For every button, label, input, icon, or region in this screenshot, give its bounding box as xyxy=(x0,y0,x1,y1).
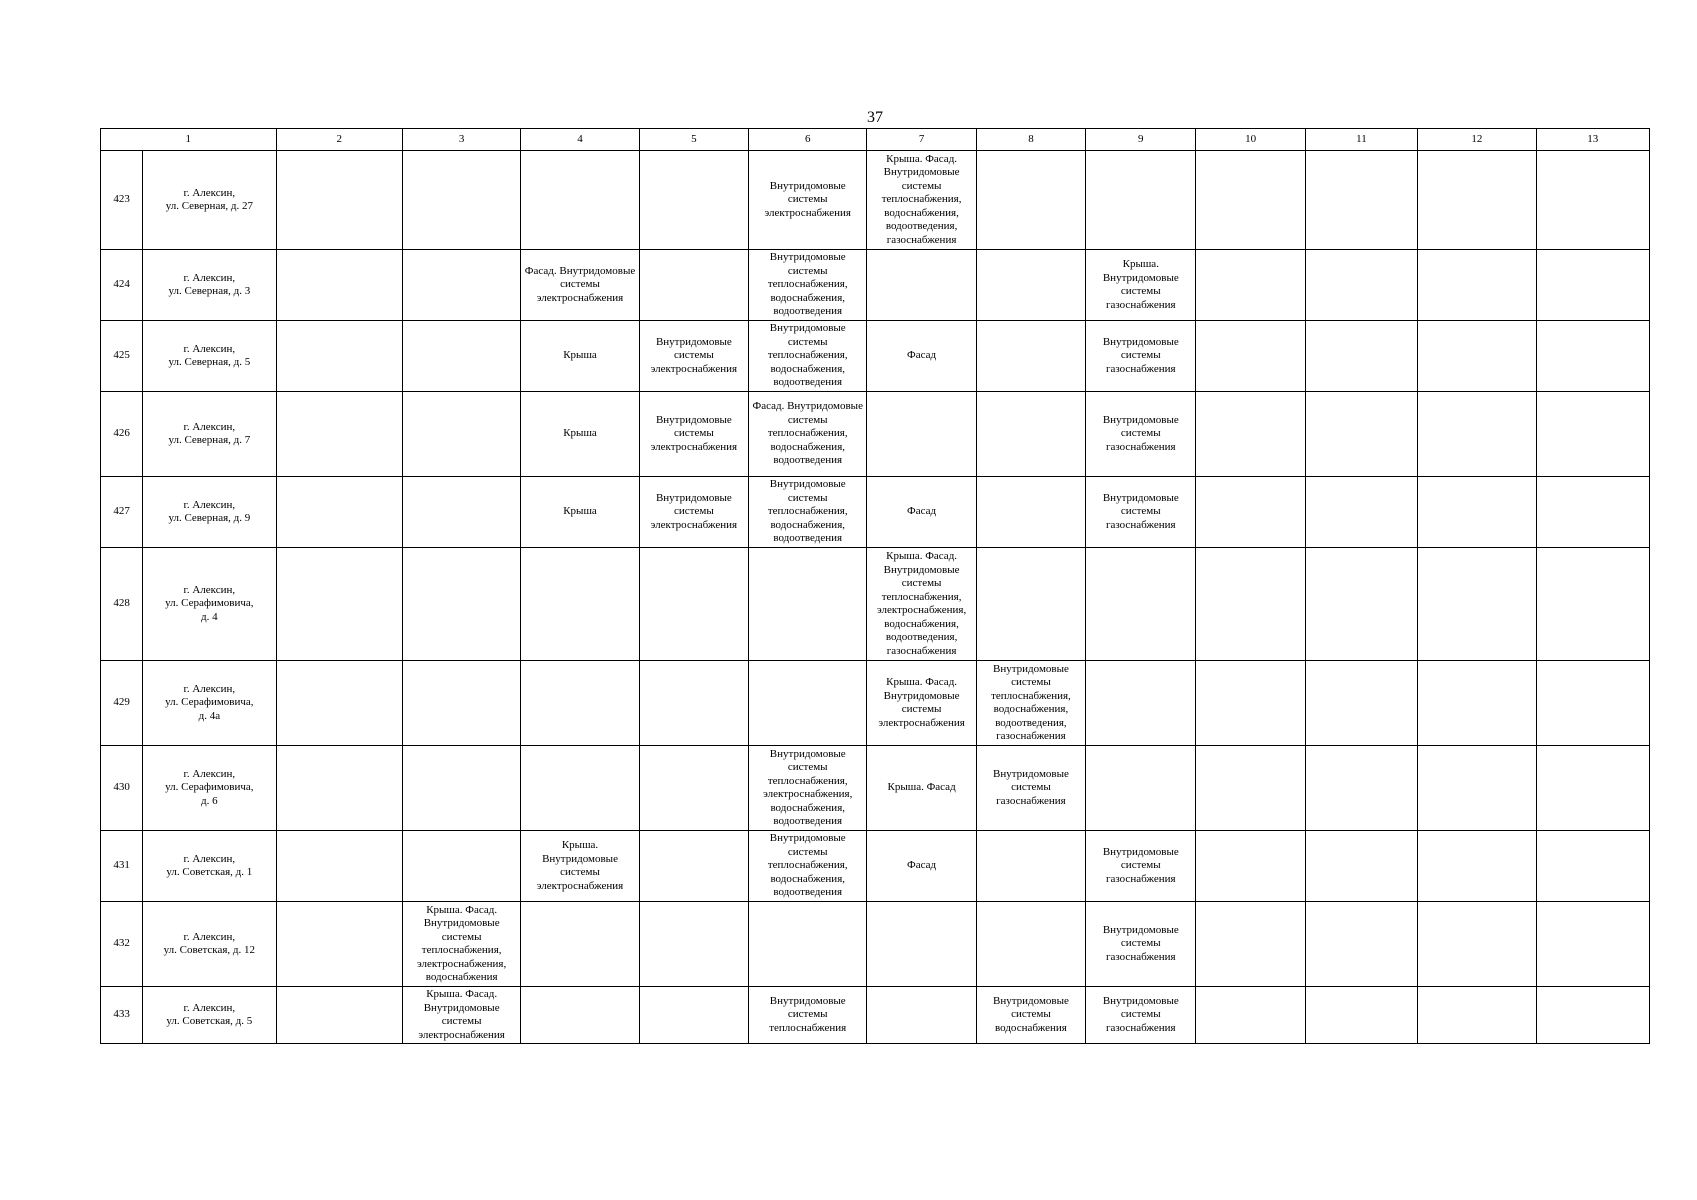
cell-col-11 xyxy=(1305,746,1417,831)
cell-col-9: Внутридомовые системы газоснабжения xyxy=(1086,477,1196,548)
cell-col-10 xyxy=(1196,321,1305,392)
cell-col-2 xyxy=(276,151,402,250)
cell-col-10 xyxy=(1196,548,1305,661)
cell-col-8 xyxy=(976,392,1085,477)
cell-col-12 xyxy=(1418,902,1536,987)
cell-col-2 xyxy=(276,548,402,661)
cell-col-7: Крыша. Фасад. Внутридомовые системы теплоснабжения, водоснабжения, водоотведения, газоснабжения xyxy=(867,151,976,250)
cell-col-12 xyxy=(1418,548,1536,661)
col-header-8: 8 xyxy=(976,129,1085,151)
address-line: г. Алексин, xyxy=(183,767,236,780)
address-line: г. Алексин, xyxy=(183,271,236,284)
cell-col-9: Внутридомовые системы газоснабжения xyxy=(1086,902,1196,987)
cell-col-11 xyxy=(1305,831,1417,902)
col-header-7: 7 xyxy=(867,129,976,151)
address-line: ул. Северная, д. 7 xyxy=(168,434,251,446)
cell-col-11 xyxy=(1305,321,1417,392)
page-number: 37 xyxy=(867,109,883,126)
address-cell xyxy=(143,321,276,392)
col-header-12: 12 xyxy=(1418,129,1536,151)
address-line: ул. Советская, д. 12 xyxy=(163,944,256,956)
cell-col-7: Крыша. Фасад xyxy=(867,746,976,831)
cell-col-9: Крыша. Внутридомовые системы газоснабжения xyxy=(1086,250,1196,321)
cell-col-5 xyxy=(639,831,748,902)
cell-col-13 xyxy=(1536,392,1649,477)
address-line: ул. Северная, д. 3 xyxy=(168,285,251,297)
col-header-3: 3 xyxy=(402,129,520,151)
cell-col-12 xyxy=(1418,831,1536,902)
cell-col-7: Фасад xyxy=(867,477,976,548)
cell-col-3 xyxy=(402,831,520,902)
address-cell xyxy=(143,477,276,548)
cell-col-9: Внутридомовые системы газоснабжения xyxy=(1086,987,1196,1044)
cell-col-10 xyxy=(1196,661,1305,746)
table-row xyxy=(101,831,1650,902)
row-number: 425 xyxy=(101,321,143,392)
cell-col-9: Внутридомовые системы газоснабжения xyxy=(1086,831,1196,902)
address-line: г. Алексин, xyxy=(183,186,236,199)
cell-col-8: Внутридомовые системы теплоснабжения, водоснабжения, водоотведения, газоснабжения xyxy=(976,661,1085,746)
cell-col-12 xyxy=(1418,746,1536,831)
col-header-13: 13 xyxy=(1536,129,1649,151)
cell-col-10 xyxy=(1196,831,1305,902)
cell-col-13 xyxy=(1536,477,1649,548)
address-line: ул. Серафимовича, xyxy=(165,781,254,794)
cell-col-2 xyxy=(276,477,402,548)
table-row xyxy=(101,250,1650,321)
cell-col-4 xyxy=(521,987,639,1044)
column-number-row xyxy=(101,129,1650,151)
cell-col-8 xyxy=(976,548,1085,661)
cell-col-2 xyxy=(276,831,402,902)
cell-col-10 xyxy=(1196,902,1305,987)
cell-col-7: Фасад xyxy=(867,321,976,392)
address-line: д. 6 xyxy=(201,794,218,807)
cell-col-3 xyxy=(402,477,520,548)
cell-col-5 xyxy=(639,902,748,987)
cell-col-9 xyxy=(1086,746,1196,831)
row-number: 430 xyxy=(101,746,143,831)
table-row xyxy=(101,661,1650,746)
cell-col-11 xyxy=(1305,661,1417,746)
row-number: 424 xyxy=(101,250,143,321)
cell-col-3: Крыша. Фасад. Внутридомовые системы теплоснабжения, электроснабжения, водоснабжения xyxy=(402,902,520,987)
table-row xyxy=(101,477,1650,548)
row-number: 432 xyxy=(101,902,143,987)
col-header-2: 2 xyxy=(276,129,402,151)
cell-col-4 xyxy=(521,151,639,250)
address-cell xyxy=(143,746,276,831)
cell-col-3 xyxy=(402,250,520,321)
address-line: г. Алексин, xyxy=(183,930,236,943)
cell-col-6: Внутридомовые системы теплоснабжения xyxy=(749,987,867,1044)
cell-col-4: Крыша xyxy=(521,321,639,392)
cell-col-12 xyxy=(1418,321,1536,392)
table-row xyxy=(101,151,1650,250)
cell-col-6: Внутридомовые системы теплоснабжения, водоснабжения, водоотведения xyxy=(749,321,867,392)
row-number: 423 xyxy=(101,151,143,250)
address-line: ул. Советская, д. 5 xyxy=(166,1015,253,1027)
table-row xyxy=(101,392,1650,477)
table-row xyxy=(101,746,1650,831)
address-line: д. 4 xyxy=(201,610,218,623)
cell-col-9: Внутридомовые системы газоснабжения xyxy=(1086,392,1196,477)
cell-col-4 xyxy=(521,661,639,746)
cell-col-2 xyxy=(276,392,402,477)
cell-col-10 xyxy=(1196,151,1305,250)
cell-col-5 xyxy=(639,151,748,250)
cell-col-3 xyxy=(402,661,520,746)
cell-col-8 xyxy=(976,831,1085,902)
cell-col-4: Фасад. Внутридомовые системы электроснабжения xyxy=(521,250,639,321)
col-header-11: 11 xyxy=(1305,129,1417,151)
cell-col-11 xyxy=(1305,902,1417,987)
cell-col-11 xyxy=(1305,392,1417,477)
col-header-1: 1 xyxy=(101,129,277,151)
cell-col-5: Внутридомовые системы электроснабжения xyxy=(639,392,748,477)
cell-col-3 xyxy=(402,548,520,661)
cell-col-9 xyxy=(1086,661,1196,746)
cell-col-8 xyxy=(976,321,1085,392)
cell-col-6: Внутридомовые системы теплоснабжения, водоснабжения, водоотведения xyxy=(749,477,867,548)
cell-col-12 xyxy=(1418,392,1536,477)
table-row xyxy=(101,548,1650,661)
cell-col-12 xyxy=(1418,661,1536,746)
table-row xyxy=(101,987,1650,1044)
col-header-9: 9 xyxy=(1086,129,1196,151)
cell-col-8: Внутридомовые системы водоснабжения xyxy=(976,987,1085,1044)
address-line: ул. Северная, д. 9 xyxy=(168,512,251,524)
cell-col-5 xyxy=(639,987,748,1044)
cell-col-13 xyxy=(1536,746,1649,831)
cell-col-4 xyxy=(521,746,639,831)
cell-col-2 xyxy=(276,987,402,1044)
cell-col-12 xyxy=(1418,477,1536,548)
cell-col-9 xyxy=(1086,151,1196,250)
cell-col-4: Крыша xyxy=(521,477,639,548)
address-line: ул. Серафимовича, xyxy=(165,597,254,610)
address-line: ул. Советская, д. 1 xyxy=(166,866,253,878)
address-line: г. Алексин, xyxy=(183,420,236,433)
address-cell xyxy=(143,831,276,902)
table-row xyxy=(101,902,1650,987)
cell-col-12 xyxy=(1418,151,1536,250)
cell-col-12 xyxy=(1418,250,1536,321)
cell-col-5: Внутридомовые системы электроснабжения xyxy=(639,321,748,392)
cell-col-13 xyxy=(1536,250,1649,321)
cell-col-8 xyxy=(976,477,1085,548)
col-header-5: 5 xyxy=(639,129,748,151)
cell-col-2 xyxy=(276,661,402,746)
cell-col-10 xyxy=(1196,392,1305,477)
cell-col-13 xyxy=(1536,661,1649,746)
cell-col-5 xyxy=(639,661,748,746)
cell-col-7 xyxy=(867,250,976,321)
cell-col-5 xyxy=(639,746,748,831)
cell-col-3 xyxy=(402,321,520,392)
cell-col-12 xyxy=(1418,987,1536,1044)
cell-col-8 xyxy=(976,151,1085,250)
cell-col-4: Крыша. Внутридомовые системы электроснабжения xyxy=(521,831,639,902)
cell-col-13 xyxy=(1536,831,1649,902)
cell-col-8 xyxy=(976,250,1085,321)
cell-col-13 xyxy=(1536,902,1649,987)
cell-col-13 xyxy=(1536,548,1649,661)
address-cell xyxy=(143,987,276,1044)
cell-col-10 xyxy=(1196,746,1305,831)
cell-col-5 xyxy=(639,250,748,321)
cell-col-7 xyxy=(867,902,976,987)
cell-col-7: Крыша. Фасад. Внутридомовые системы теплоснабжения, электроснабжения, водоснабжения, водоотведения, газоснабжения xyxy=(867,548,976,661)
address-line: ул. Северная, д. 27 xyxy=(165,200,253,212)
cell-col-2 xyxy=(276,902,402,987)
cell-col-6 xyxy=(749,548,867,661)
row-number: 431 xyxy=(101,831,143,902)
cell-col-13 xyxy=(1536,987,1649,1044)
cell-col-3 xyxy=(402,151,520,250)
cell-col-2 xyxy=(276,746,402,831)
cell-col-10 xyxy=(1196,250,1305,321)
cell-col-5 xyxy=(639,548,748,661)
cell-col-11 xyxy=(1305,250,1417,321)
address-line: г. Алексин, xyxy=(183,583,236,596)
address-line: г. Алексин, xyxy=(183,852,236,865)
address-cell xyxy=(143,661,276,746)
cell-col-5: Внутридомовые системы электроснабжения xyxy=(639,477,748,548)
cell-col-6: Фасад. Внутридомовые системы теплоснабжения, водоснабжения, водоотведения xyxy=(749,392,867,477)
cell-col-7: Фасад xyxy=(867,831,976,902)
row-number: 426 xyxy=(101,392,143,477)
address-cell xyxy=(143,250,276,321)
cell-col-11 xyxy=(1305,151,1417,250)
cell-col-9 xyxy=(1086,548,1196,661)
cell-col-10 xyxy=(1196,987,1305,1044)
address-cell xyxy=(143,392,276,477)
cell-col-4 xyxy=(521,902,639,987)
address-cell xyxy=(143,151,276,250)
row-number: 429 xyxy=(101,661,143,746)
cell-col-2 xyxy=(276,321,402,392)
cell-col-6 xyxy=(749,661,867,746)
cell-col-4 xyxy=(521,548,639,661)
address-cell xyxy=(143,548,276,661)
address-line: г. Алексин, xyxy=(183,498,236,511)
cell-col-6: Внутридомовые системы теплоснабжения, водоснабжения, водоотведения xyxy=(749,831,867,902)
address-line: г. Алексин, xyxy=(183,342,236,355)
capital-repair-table xyxy=(100,128,1650,1044)
cell-col-11 xyxy=(1305,987,1417,1044)
address-line: г. Алексин, xyxy=(183,1001,236,1014)
col-header-4: 4 xyxy=(521,129,639,151)
cell-col-4: Крыша xyxy=(521,392,639,477)
row-number: 427 xyxy=(101,477,143,548)
cell-col-7 xyxy=(867,987,976,1044)
cell-col-13 xyxy=(1536,321,1649,392)
cell-col-11 xyxy=(1305,548,1417,661)
cell-col-6: Внутридомовые системы теплоснабжения, электроснабжения, водоснабжения, водоотведения xyxy=(749,746,867,831)
cell-col-6: Внутридомовые системы электроснабжения xyxy=(749,151,867,250)
cell-col-8 xyxy=(976,902,1085,987)
cell-col-7 xyxy=(867,392,976,477)
cell-col-3: Крыша. Фасад. Внутридомовые системы электроснабжения xyxy=(402,987,520,1044)
cell-col-10 xyxy=(1196,477,1305,548)
cell-col-6 xyxy=(749,902,867,987)
row-number: 428 xyxy=(101,548,143,661)
cell-col-2 xyxy=(276,250,402,321)
cell-col-3 xyxy=(402,746,520,831)
address-line: ул. Серафимовича, xyxy=(165,696,254,709)
cell-col-11 xyxy=(1305,477,1417,548)
col-header-10: 10 xyxy=(1196,129,1305,151)
cell-col-7: Крыша. Фасад. Внутридомовые системы электроснабжения xyxy=(867,661,976,746)
address-line: г. Алексин, xyxy=(183,682,236,695)
address-line: ул. Северная, д. 5 xyxy=(168,356,251,368)
cell-col-3 xyxy=(402,392,520,477)
cell-col-9: Внутридомовые системы газоснабжения xyxy=(1086,321,1196,392)
address-line: д. 4а xyxy=(198,709,221,722)
address-cell xyxy=(143,902,276,987)
table-row xyxy=(101,321,1650,392)
row-number: 433 xyxy=(101,987,143,1044)
col-header-6: 6 xyxy=(749,129,867,151)
cell-col-13 xyxy=(1536,151,1649,250)
cell-col-8: Внутридомовые системы газоснабжения xyxy=(976,746,1085,831)
cell-col-6: Внутридомовые системы теплоснабжения, водоснабжения, водоотведения xyxy=(749,250,867,321)
